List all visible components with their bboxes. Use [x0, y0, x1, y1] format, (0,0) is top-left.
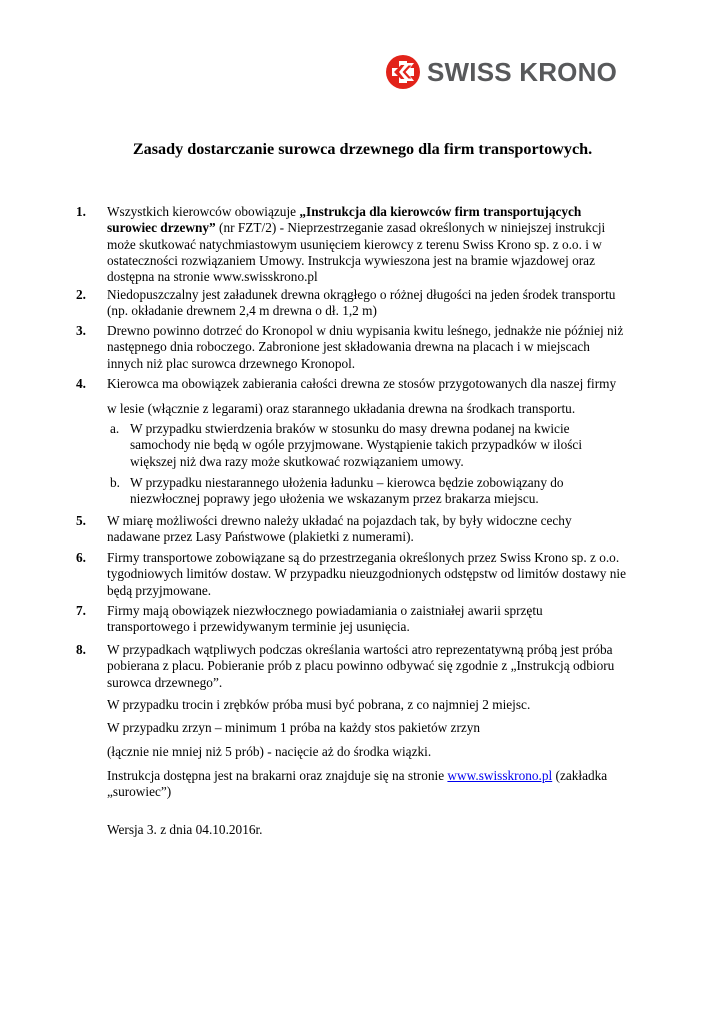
list-item: Kierowca ma obowiązek zabierania całości drewna ze stosów przygotowanych dla naszej firmy: [107, 376, 617, 391]
list-item: Drewno powinno dotrzeć do Kronopol w dniu wypisania kwitu leśnego, jednakże nie później niż następnego dnia roboczego. Zabronione jest składowania drewna na placach i w miejscach innych niż plac surowca drzewnego Kronopol.: [107, 323, 624, 371]
paragraph: W przypadku zrzyn – minimum 1 próba na każdy stos pakietów zrzyn: [107, 720, 481, 735]
item-text: (nr FZT/2) - Nieprzestrzeganie zasad określonych w niniejszej instrukcji może skutkować natychmiastowym usunięciem kierowcy z terenu Swiss Krono sp. z o.o. i w ostateczności rozwiązaniem Umowy. Instrukcja wywieszona jest na bramie wjazdowej oraz dostępna na stronie www.swisskrono.pl: [107, 220, 606, 285]
subitem-text: W przypadku niestarannego ułożenia ładunku – kierowca będzie zobowiązany do niezwłocznej poprawy jego ułożenia we wskazanym przez brakarza miejscu.: [130, 475, 564, 507]
item-text-prefix: Wszystkich kierowców obowiązuje: [107, 204, 300, 219]
company-logo: [386, 55, 617, 89]
page-title: Zasady dostarczanie surowca drzewnego dla firm transportowych.: [132, 140, 593, 158]
item-number: 2.: [76, 287, 86, 302]
list-item: Firmy mają obowiązek niezwłocznego powiadamiania o zaistniałej awarii sprzętu transportowego i przewidywanym terminie jej usunięcia.: [107, 603, 543, 635]
item-number: 6.: [76, 550, 86, 565]
paragraph-text: Instrukcja dostępna jest na brakarni oraz znajduje się na stronie: [107, 768, 448, 783]
item-number: 8.: [76, 642, 86, 657]
paragraph: [107, 768, 627, 801]
item-number: 7.: [76, 603, 86, 618]
paragraph-text: (zakładka „surowiec”): [107, 768, 608, 800]
item-number: 4.: [76, 376, 86, 391]
item-number: 5.: [76, 513, 86, 528]
paragraph: W przypadku trocin i zrębków próba musi być pobrana, z co najmniej 2 miejsc.: [107, 697, 531, 712]
swiss-krono-logo-icon: [386, 55, 420, 89]
subitem-letter: a.: [110, 421, 120, 436]
list-item: [107, 204, 627, 285]
item-text-bold: „Instrukcja dla kierowców firm transportujących surowiec drzewny”: [107, 204, 582, 236]
logo-text: SWISS KRONO: [427, 56, 617, 87]
item-number: 3.: [76, 323, 86, 338]
list-item: Firmy transportowe zobowiązane są do przestrzegania określonych przez Swiss Krono sp. z o.o. tygodniowych limitów dostaw. W przypadku nieuzgodnionych odstępstw od limitów dostawy nie będą przyjmowane.: [107, 550, 627, 598]
list-item: W miarę możliwości drewno należy układać na pojazdach tak, by były widoczne cechy nadawane przez Lasy Państwowe (plakietki z numerami).: [107, 513, 572, 545]
list-item: W przypadkach wątpliwych podczas określania wartości atro reprezentatywną próbą jest próba pobierana z placu. Pobieranie prób z placu powinno odbywać się zgodnie z „Instrukcją odbioru surowca drzewnego”.: [107, 642, 615, 690]
subitem-text: W przypadku stwierdzenia braków w stosunku do masy drewna podanej na kwicie samochody nie będą w ogóle przyjmowane. Wystąpienie takich przypadków w ilości większej niż dwa razy może skutkować rozwiązaniem umowy.: [130, 421, 583, 469]
list-item-continuation: w lesie (włącznie z legarami) oraz starannego układania drewna na środkach transportu.: [107, 401, 576, 416]
paragraph: (łącznie nie mniej niż 5 prób) - nacięcie aż do środka wiązki.: [107, 744, 432, 759]
subitem-letter: b.: [110, 475, 120, 490]
item-number: 1.: [76, 204, 86, 219]
list-item: Niedopuszczalny jest załadunek drewna okrągłego o różnej długości na jeden środek transportu (np. okładanie drewnem 2,4 m drewna o dł. 1,2 m): [107, 287, 616, 319]
swisskrono-link[interactable]: www.swisskrono.pl: [447, 768, 553, 783]
version-text: Wersja 3. z dnia 04.10.2016r.: [107, 822, 263, 837]
